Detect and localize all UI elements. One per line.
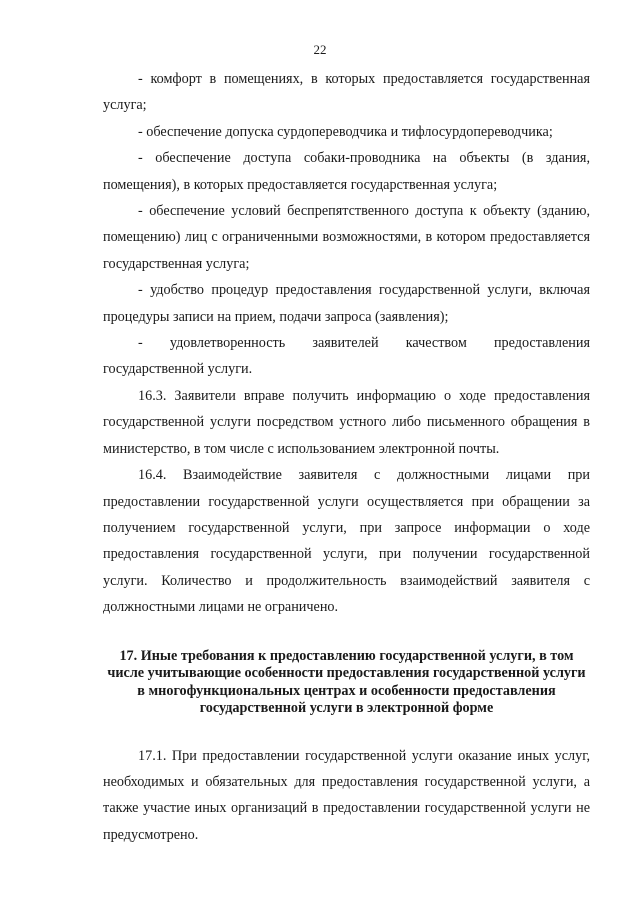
page-number: 22 — [313, 42, 327, 57]
paragraph-16-3: 16.3. Заявители вправе получить информацию о ходе предоставления государственной услуги посредством устного либо письменного обращения в министерство, в том числе с использованием электронной почты. — [103, 387, 590, 457]
section-17-heading: 17. Иные требования к предоставлению государственной услуги, в том числе учитывающие особенности предоставления государственной услуги в многофункциональных центрах и особенности предоставления государственной услуги в электронной форме — [107, 647, 586, 717]
paragraph-procedure-convenience: - удобство процедур предоставления государственной услуги, включая процедуры записи на прием, подачи запроса (заявления); — [103, 282, 590, 325]
paragraph-applicant-satisfaction: - удовлетворенность заявителей качеством предоставления государственной услуги. — [103, 335, 590, 378]
paragraph-17-1: 17.1. При предоставлении государственной услуги оказание иных услуг, необходимых и обязательных для предоставления государственной услуги, а также участие иных организаций в предоставлении государственной услуги не предусмотрено. — [103, 747, 590, 843]
paragraph-comfort: - комфорт в помещениях, в которых предоставляется государственная услуга; — [103, 71, 590, 114]
document-body — [103, 66, 590, 848]
paragraph-barrier-free-access: - обеспечение условий беспрепятственного доступа к объекту (зданию, помещению) лиц с ограниченными возможностями, в котором предоставляется государственная услуга; — [103, 203, 590, 272]
paragraph-guide-dog: - обеспечение доступа собаки-проводника на объекты (в здания, помещения), в которых предоставляется государственная услуга; — [103, 150, 590, 193]
paragraph-16-4: 16.4. Взаимодействие заявителя с должностными лицами при предоставлении государственной услуги осуществляется при обращении за получением государственной услуги, при запросе информации о ходе предоставления государственной услуги, при получении государственной услуги. Количество и продолжительность взаимодействий заявителя с должностными лицами не ограничено. — [103, 467, 590, 616]
paragraph-sign-interpreter: - обеспечение допуска сурдопереводчика и тифлосурдопереводчика; — [138, 123, 553, 140]
